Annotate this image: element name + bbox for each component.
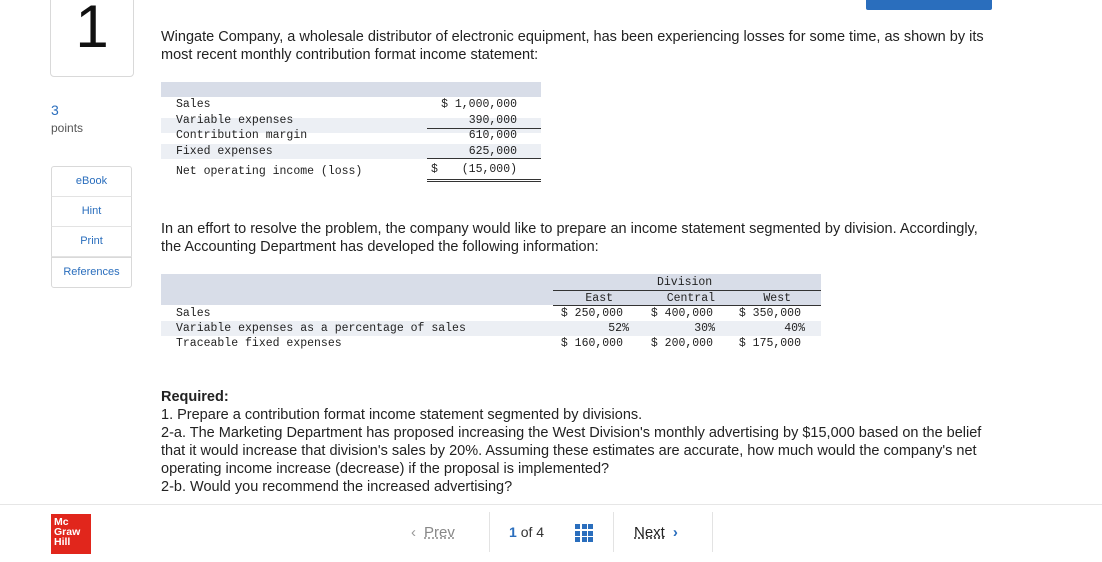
division-table xyxy=(161,274,821,364)
ebook-link[interactable]: eBook xyxy=(51,166,132,197)
column-header-west: West xyxy=(763,292,791,305)
east-value: $ 250,000 xyxy=(560,307,623,320)
next-button[interactable] xyxy=(634,524,678,541)
row-label: Variable expenses xyxy=(176,114,294,127)
page-position xyxy=(509,524,544,540)
row-value: 610,000 xyxy=(468,129,517,142)
row-value: $ 1,000,000 xyxy=(441,98,517,111)
pager-separator xyxy=(712,512,713,552)
table-header-band xyxy=(161,82,541,97)
required-item-2a: 2-a. The Marketing Department has proposed increasing the West Division's monthly advertising by $15,000 based on the belief that it would increase that division's sales by 20%. Assuming these estimates are accurate, how much would the company's net operating income increase (decrease) if the proposal is implemented? xyxy=(161,425,982,477)
logo-line: Hill xyxy=(54,536,71,548)
question-grid-icon[interactable] xyxy=(575,524,593,542)
print-link[interactable]: Print xyxy=(51,227,132,257)
chevron-right-icon: › xyxy=(672,524,678,541)
total-double-rule xyxy=(427,181,541,182)
footer-divider xyxy=(0,504,1102,505)
top-action-button[interactable] xyxy=(866,0,992,10)
required-item-2b: 2-b. Would you recommend the increased advertising? xyxy=(161,479,513,495)
next-label: Next xyxy=(634,524,665,541)
header-rule xyxy=(553,290,821,291)
east-value: 52% xyxy=(608,322,629,335)
logo-line: Mc xyxy=(54,516,69,528)
west-value: $ 175,000 xyxy=(738,337,801,350)
header-rule xyxy=(553,305,821,306)
prev-button[interactable] xyxy=(411,524,455,541)
intro-paragraph: Wingate Company, a wholesale distributor of electronic equipment, has been experiencing losses for some time, as shown by its most recent monthly contribution format income statement: xyxy=(161,29,984,63)
west-value: $ 350,000 xyxy=(738,307,801,320)
resource-links xyxy=(51,166,132,288)
pager-separator xyxy=(613,512,614,552)
row-label: Traceable fixed expenses xyxy=(176,337,342,350)
row-value: 625,000 xyxy=(468,145,517,158)
west-value: 40% xyxy=(784,322,805,335)
pager-separator xyxy=(489,512,490,552)
row-label: Sales xyxy=(176,98,211,111)
hint-link[interactable]: Hint xyxy=(51,197,132,227)
row-label: Fixed expenses xyxy=(176,145,273,158)
row-label: Variable expenses as a percentage of sales xyxy=(176,322,466,335)
subtotal-rule xyxy=(427,158,541,159)
row-label: Net operating income (loss) xyxy=(176,165,363,178)
total-pages: 4 xyxy=(536,524,545,540)
row-dollar-prefix: $ xyxy=(431,163,438,176)
chevron-left-icon: ‹ xyxy=(411,524,416,541)
middle-paragraph: In an effort to resolve the problem, the company would like to prepare an income statement segmented by division. Accordingly, the Accounting Department has developed the following information: xyxy=(161,221,978,255)
logo-line: Graw xyxy=(54,526,81,538)
central-value: 30% xyxy=(694,322,715,335)
income-statement-table xyxy=(161,82,541,184)
row-label: Sales xyxy=(176,307,211,320)
column-header-central: Central xyxy=(666,292,715,305)
question-number: 1 xyxy=(75,0,109,60)
of-label: of xyxy=(520,524,533,540)
row-value: 390,000 xyxy=(468,114,517,127)
mcgraw-hill-logo xyxy=(51,514,91,554)
total-double-rule xyxy=(427,179,541,180)
current-page: 1 xyxy=(509,524,517,540)
question-number-box xyxy=(50,0,134,77)
column-header-east: East xyxy=(585,292,613,305)
points-label: points xyxy=(51,121,84,135)
required-heading: Required: xyxy=(161,389,229,405)
row-value: (15,000) xyxy=(461,163,517,176)
division-group-header: Division xyxy=(657,276,713,289)
central-value: $ 200,000 xyxy=(650,337,713,350)
references-link[interactable]: References xyxy=(51,257,132,288)
row-label: Contribution margin xyxy=(176,129,308,142)
required-item-1: 1. Prepare a contribution format income statement segmented by divisions. xyxy=(161,407,643,423)
east-value: $ 160,000 xyxy=(560,337,623,350)
points-value: 3 xyxy=(51,102,59,118)
central-value: $ 400,000 xyxy=(650,307,713,320)
prev-label: Prev xyxy=(424,524,455,541)
